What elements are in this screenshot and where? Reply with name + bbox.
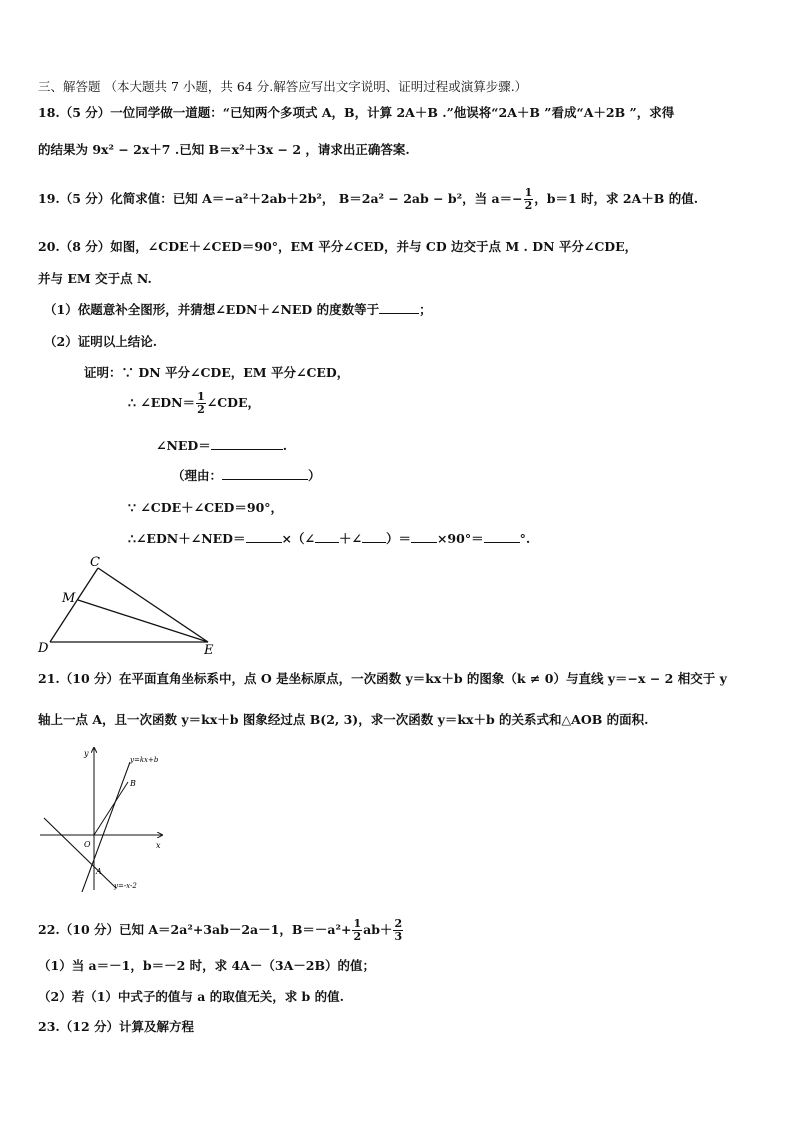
q20-proof6-blank4 <box>411 530 437 543</box>
q18-line1: 18.（5 分）一位同学做一道题：“已知两个多项式 A，B，计算 2A＋B .”他误将“2A＋B ”看成“A＋2B ”，求得 <box>38 105 675 120</box>
q20-proof2-a: ∴ ∠EDN＝ <box>128 395 196 410</box>
label-a: A <box>96 867 102 876</box>
q20-part1-text: （1）依题意补全图形，并猜想∠EDN＋∠NED 的度数等于 <box>44 302 380 317</box>
q19-den: 2 <box>524 199 533 212</box>
q20-proof6-e: ×90°＝ <box>436 531 484 546</box>
q20-proof3-blank <box>211 437 283 450</box>
q20-proof-line5: ∵ ∠CDE＋∠CED＝90°， <box>128 500 284 515</box>
q18-line2: 的结果为 9x² − 2x＋7 .已知 B＝x²＋3x − 2 ，请求出正确答案. <box>38 142 410 157</box>
q22-line1 <box>38 916 404 944</box>
q21-line2: 轴上一点 A，且一次函数 y＝kx＋b 图象经过点 B(2, 3)，求一次函数 y＝kx＋b 的关系式和△AOB 的面积. <box>38 712 649 727</box>
question-23: 23.（12 分）计算及解方程 <box>38 1019 194 1034</box>
q20-proof2-den: 2 <box>197 403 205 416</box>
label-b: B <box>130 779 136 788</box>
q19-text-a: 19.（5 分）化简求值：已知 A＝−a²＋2ab＋2b²， B＝2a² − 2ab − b²，当 a＝− <box>38 191 523 206</box>
segment-ob <box>94 782 128 835</box>
q20-proof-line4 <box>172 467 321 485</box>
line-y-kx-b <box>82 762 130 892</box>
q20-proof6-blank5 <box>484 530 520 543</box>
q22-f2-den: 3 <box>394 930 403 943</box>
q19-text-b: ，b＝1 时，求 2A＋B 的值. <box>534 191 699 206</box>
q20-proof6-blank1 <box>246 530 282 543</box>
q20-proof4-b: ） <box>308 468 321 483</box>
q20-proof-line2 <box>128 390 260 416</box>
q20-proof6-a: ∴∠EDN＋∠NED＝ <box>128 531 246 546</box>
q20-proof3-text: ∠NED＝ <box>156 438 211 453</box>
q22-f1-den: 2 <box>353 930 362 943</box>
q19-num: 1 <box>524 186 533 199</box>
coordinate-figure <box>38 742 168 892</box>
q20-line1: 20.（8 分）如图，∠CDE＋∠CED＝90°，EM 平分∠CED，并与 CD 边交于点 M . DN 平分∠CDE， <box>38 239 638 254</box>
q20-proof6-c: ＋∠ <box>338 531 362 546</box>
q20-proof2-num: 1 <box>197 390 205 403</box>
q20-proof-line1: 证明：∵ DN 平分∠CDE，EM 平分∠CED， <box>84 365 350 380</box>
q22-text-mid: ab＋ <box>363 922 393 937</box>
q22-fraction1 <box>352 918 362 943</box>
segment-ce <box>98 568 208 642</box>
q20-proof2-b: ∠CDE， <box>206 395 261 410</box>
section-text: 三、解答题 （本大题共 7 小题，共 64 分.解答应写出文字说明、证明过程或演算步骤.） <box>38 79 528 94</box>
q20-proof4-a: （理由： <box>172 468 223 483</box>
label-d: D <box>38 641 49 656</box>
q22-f1-num: 1 <box>353 917 362 930</box>
question-19 <box>38 186 698 212</box>
q20-proof-line3 <box>156 437 287 455</box>
q20-part1 <box>44 301 432 319</box>
q20-proof4-blank <box>222 467 308 480</box>
label-m: M <box>62 591 76 606</box>
label-line2: y=-x-2 <box>114 882 137 890</box>
label-e: E <box>204 643 214 658</box>
q20-proof6-d: ）＝ <box>385 531 411 546</box>
segment-me <box>78 600 208 642</box>
q22-text-a: 22.（10 分）已知 A＝2a²+3ab－2a－1，B＝－a²+ <box>38 922 352 937</box>
triangle-figure <box>36 552 226 658</box>
q20-line2: 并与 EM 交于点 N. <box>38 271 152 286</box>
section-heading <box>38 78 527 96</box>
label-o: O <box>84 840 91 849</box>
q20-proof-line6 <box>128 530 530 548</box>
q22-part2: （2）若（1）中式子的值与 a 的取值无关，求 b 的值. <box>38 989 344 1004</box>
q19-fraction <box>524 187 534 212</box>
q22-f2-num: 2 <box>394 917 403 930</box>
label-c: C <box>90 555 100 570</box>
q20-proof2-fraction <box>196 391 206 416</box>
q22-fraction2 <box>393 918 403 943</box>
q20-part1-blank <box>379 301 419 314</box>
q20-proof6-blank3 <box>362 530 386 543</box>
q20-part2: （2）证明以上结论. <box>44 334 158 349</box>
q21-line1: 21.（10 分）在平面直角坐标系中，点 O 是坐标原点，一次函数 y＝kx＋b 的图象（k ≠ 0）与直线 y＝−x − 2 相交于 y <box>38 671 727 686</box>
label-line1: y=kx+b <box>130 756 159 764</box>
q20-proof3-end: . <box>282 438 288 453</box>
q20-part1-end: ； <box>419 302 432 317</box>
q22-part1: （1）当 a＝－1，b＝－2 时，求 4A－（3A－2B）的值； <box>38 958 376 973</box>
label-y: y <box>84 749 89 758</box>
q20-proof6-blank2 <box>315 530 339 543</box>
q20-proof6-b: ×（∠ <box>281 531 315 546</box>
label-x: x <box>156 841 161 850</box>
q20-proof6-f: °. <box>519 531 531 546</box>
